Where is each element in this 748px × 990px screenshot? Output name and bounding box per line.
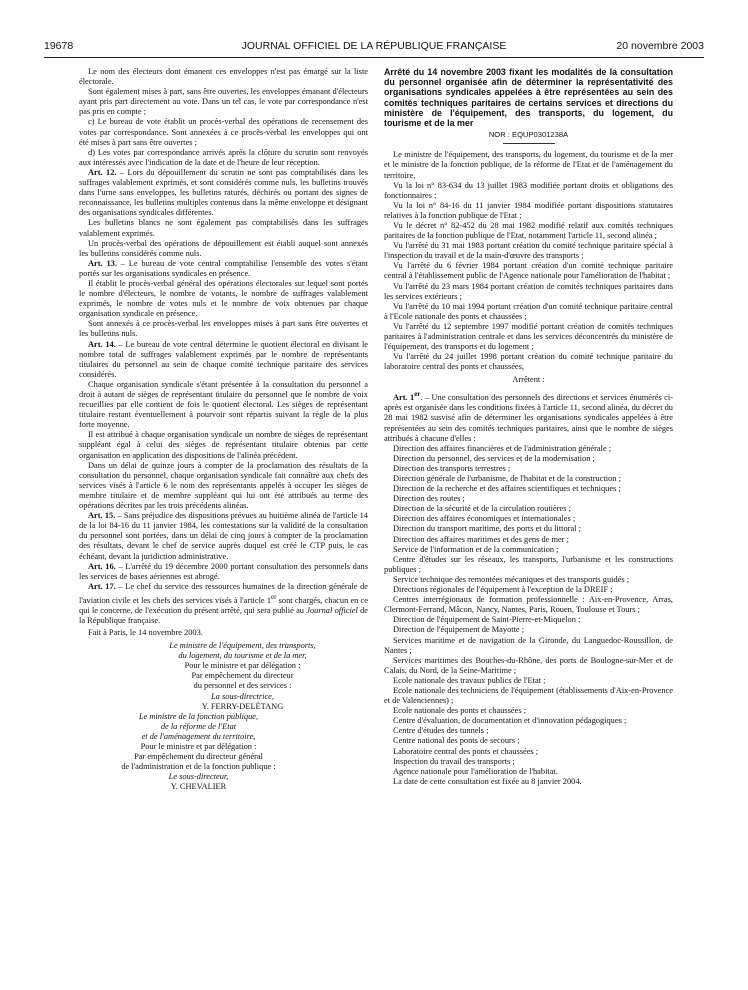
paragraph: Dans un délai de quinze jours à compter de la proclamation des résultats de la consultation du personnel, chaque organisation syndicale fait connaître aux chefs des services visés à l'article 6 le nom des représentants appelés à occuper les sièges de membre titulaire et de membre suppléant qui lui ont été attribués au terme des opérations décrites par les trois précédents alinéas. (79, 460, 368, 511)
arretent-heading: Arrêtent : (512, 375, 545, 385)
paragraph: Il est attribué à chaque organisation syndicale un nombre de sièges de représentant suppléant égal à celui des sièges de représentant titulaire obtenus par cette organisation en application des dispositions de l'alinéa précédent. (79, 430, 368, 460)
service-list-item: Ecole nationale des travaux publics de l'Etat ; (393, 675, 546, 685)
paragraph: Les bulletins blancs ne sont également pas comptabilisés dans les suffrages valablement exprimés. (79, 218, 368, 238)
signature-line: La sous-directrice, (211, 691, 274, 701)
service-list-item: Centre d'études sur les réseaux, les transports, l'urbanisme et les constructions publiques ; (384, 554, 673, 574)
service-list-item: Agence nationale pour l'amélioration de l'habitat. (393, 766, 558, 776)
article-text: – Le bureau de vote central comptabilise l'ensemble des votes s'étant portés sur les organisations syndicales en présence. (79, 258, 368, 278)
signature-line: Le ministre de la fonction publique, (138, 711, 259, 721)
service-list-item: Direction générale de l'urbanisme, de l'habitat et de la construction ; (393, 474, 621, 484)
service-list-item: Direction de l'équipement de Mayotte ; (393, 625, 525, 635)
signature-line: de l'administration et de la fonction publique : (121, 762, 276, 772)
paragraph: Le ministre de l'équipement, des transports, du logement, du tourisme et de la mer et le ministre de la fonction publique, de la réforme de l'Etat et de l'aménagement du territoire, (384, 150, 673, 180)
service-list-item: Directions régionales de l'équipement à l'exception de la DREIF ; (393, 585, 613, 595)
article-label: Art. 14. (88, 339, 116, 349)
service-list-item: Centre national des ponts de secours ; (393, 736, 520, 746)
visa: Vu la loi n° 84-16 du 11 janvier 1984 modifiée portant dispositions statutaires relatives à la fonction publique de l'Etat ; (384, 200, 673, 220)
article-label: Art. 17. (88, 581, 116, 591)
title-divider (503, 143, 555, 144)
page-number: 19678 (44, 40, 74, 52)
article-label: Art. 16. (88, 561, 116, 571)
article-text: . – Une consultation des personnels des directions et services énumérés ci-après est organisée dans les conditions fixées à l'article 11, second alinéa, du décret du 28 mai 1982 susvisé afin de déterminer les organisations syndicales appelées à être représentées au sein des comités techniques paritaires, ainsi que le nombre de sièges attribués à chacune d'elles : (384, 393, 673, 443)
signature-line: Pour le ministre et par délégation : (184, 661, 301, 671)
signatory-name: Y. FERRY-DELÉTANG (201, 701, 284, 711)
superscript: er (271, 592, 277, 601)
signature-line: Le sous-directeur, (168, 772, 229, 782)
service-list-item: Direction des routes ; (393, 494, 465, 504)
article-13 (79, 259, 368, 279)
service-list-item: Direction du personnel, des services et de la modernisation ; (393, 453, 595, 463)
article-text: – Lors du dépouillement du scrutin ne sont pas comptabilisés dans les suffrages valablement exprimés, et sont considérés comme nuls, les bulletins trouvés dans l'urne sans enveloppes, les bulletins raturés, déchirés ou portant des signes de reconnaissance, les bulletins multiples contenus dans la même enveloppe et désignant des organisations syndicales différentes. (79, 167, 368, 218)
visa: Vu l'arrêté du 24 juillet 1998 portant création du comité technique paritaire du laboratoire central des ponts et chaussées, (384, 352, 673, 372)
service-list-item: Services maritimes des Bouches-du-Rhône, des ports de Boulogne-sur-Mer et de Calais, du Nord, de la Seine-Maritime ; (384, 655, 673, 675)
paragraph: Sont annexés à ce procès-verbal les enveloppes mises à part sans être ouvertes et les bulletins nuls. (79, 319, 368, 339)
signature-line: et de l'aménagement du territoire, (141, 731, 256, 741)
visa: Vu l'arrêté du 6 février 1984 portant création d'un comité technique paritaire central à l'établissement public de l'Agence nationale pour l'amélioration de l'habitat ; (384, 261, 673, 281)
service-list (384, 444, 673, 777)
service-list-item: Services maritime et de navigation de la Gironde, du Languedoc-Roussillon, de Nantes ; (384, 635, 673, 655)
service-list-item: Ecole nationale des ponts et chaussées ; (393, 706, 527, 716)
paragraph (79, 148, 368, 168)
article-16 (79, 562, 368, 582)
service-list-item: Ecole nationale des techniciens de l'équipement (établissements d'Aix-en-Provence et de Valenciennes) ; (384, 685, 673, 706)
service-list-item: Direction de la sécurité et de la circulation routières ; (393, 504, 571, 514)
service-list-item: Service de l'information et de la communication ; (393, 544, 559, 554)
signature-block-equipement (117, 641, 368, 712)
article-text: – Le bureau de vote central détermine le quotient électoral en divisant le nombre total de suffrages valablement exprimés par le nombre de représentants titulaires du personnel au sein de chaque comité technique paritaire des services considérés. (79, 339, 368, 379)
article-15 (79, 511, 368, 561)
paragraph: Chaque organisation syndicale s'étant présentée à la consultation du personnel a droit à autant de sièges de représentant titulaire du personnel que le nombre de voix recueillies par elle contient de fois le quotient électoral. Les sièges de représentant titulaire restant éventuellement à pourvoir sont répartis suivant la règle de la plus forte moyenne. (79, 379, 368, 430)
signature-line: Le ministre de l'équipement, des transports, (169, 641, 316, 651)
signature-block-fonction-publique (79, 712, 318, 793)
service-list-item: Direction des affaires financières et de l'administration générale ; (393, 443, 612, 453)
right-column (384, 67, 673, 787)
article-17 (79, 582, 368, 626)
article-text: de la République française. (79, 605, 368, 625)
service-list-item: Centre d'études des tunnels ; (393, 726, 489, 736)
article-text: – Sans préjudice des dispositions prévues au huitième alinéa de l'article 14 de la loi 84-16 du 11 janvier 1984, les contestations sur la validité de la consultation du personnel sont portées, dans un délai de cinq jours à compter de la proclamation des résultats, devant le chef de service auprès duquel est créé le CTP puis, le cas échéant, devant la juridiction administrative. (79, 511, 368, 561)
service-list-item: Direction de l'équipement de Saint-Pierre-et-Miquelon ; (393, 615, 581, 625)
article-text: sont chargés, chacun en ce qui le concerne, de l'exécution du présent arrêté, qui sera publié au (79, 595, 368, 615)
service-list-item: Inspection du travail des transports ; (393, 756, 515, 766)
service-list-item: Centre d'évaluation, de documentation et d'innovation pédagogiques ; (393, 716, 627, 726)
article-text: – L'arrêté du 19 décembre 2000 portant consultation des personnels dans les services de bases aériennes est abrogé. (79, 561, 368, 581)
service-list-item: Laboratoire central des ponts et chaussées ; (393, 746, 539, 756)
service-list-item: Direction du transport maritime, des ports et du littoral ; (393, 524, 581, 534)
visa: Vu l'arrêté du 31 mai 1983 portant création du comité technique paritaire spécial à l'inspection du travail et de la main-d'œuvre des transports ; (384, 241, 673, 261)
paragraph-text: c) Le bureau de vote établit un procès-verbal des opérations de recensement des votes par correspondance. Sont annexées à ce procès-verbal les enveloppes qui ont été mises à part sans être ouvertes ; (79, 117, 368, 147)
service-list-item: Service technique des remontées mécaniques et des transports guidés ; (393, 574, 630, 584)
signature-line: Par empêchement du directeur général (134, 752, 263, 762)
paragraph: Sont également mises à part, sans être ouvertes, les enveloppes émanant d'électeurs ayant pris part directement au vote. Dans un tel cas, le vote par correspondance n'est pas pris en compte ; (79, 87, 368, 117)
article-label: Art. 1 (393, 393, 415, 403)
article-1 (384, 389, 673, 443)
superscript: er (414, 390, 421, 399)
article-12 (79, 168, 368, 218)
service-list-item: Direction des transports terrestres ; (393, 463, 511, 473)
paragraph: Il établit le procès-verbal général des opérations électorales sur lequel sont portés le nombre d'électeurs, le nombre de votants, le nombre de suffrages valablement exprimés, le nombre de votes nuls et le nombre de voix obtenues par chaque organisation syndicale en présence. (79, 278, 368, 319)
article-label: Art. 12. (88, 167, 117, 177)
journal-reference: Journal officiel (306, 605, 358, 615)
visa: Vu l'arrêté du 12 septembre 1997 modifié portant création de comités techniques paritaires à l'administration centrale et dans les services déconcentrés du ministère de l'équipement, des transports et du logement ; (384, 321, 673, 352)
signature-line: Pour le ministre et par délégation : (140, 741, 257, 751)
nor-reference: NOR : EQUP0301238A (488, 130, 569, 140)
visa: Vu l'arrêté du 23 mars 1984 portant création de comités techniques paritaires dans les services extérieurs ; (384, 281, 673, 301)
journal-title: JOURNAL OFFICIEL DE LA RÉPUBLIQUE FRANÇAISE (241, 40, 507, 52)
signature-line: de la réforme de l'Etat (160, 721, 237, 731)
paragraph (79, 117, 368, 147)
page-header (44, 40, 704, 54)
consultation-date: La date de cette consultation est fixée au 8 janvier 2004. (393, 776, 582, 786)
visa: Vu l'arrêté du 10 mai 1994 portant création d'un comité technique paritaire central à l'Ecole nationale des ponts et chaussées ; (384, 301, 673, 321)
header-divider (44, 57, 704, 58)
signature-line: du personnel et des services : (193, 681, 292, 691)
decree-title: Arrêté du 14 novembre 2003 fixant les modalités de la consultation du personnel organisée afin de déterminer la représentativité des organisations syndicales appelées à être représentées au sein des comités techniques paritaires de certains services et directions du ministère de l'équipement, des transports, du logement, du tourisme et de la mer (384, 67, 673, 129)
service-list-item: Direction des affaires maritimes et des gens de mer ; (393, 534, 569, 544)
signature-line: Par empêchement du directeur (191, 671, 294, 681)
service-list-item: Centres interrégionaux de formation professionnelle : Aix-en-Provence, Arras, Clermont-Ferrand, Mâcon, Nancy, Nantes, Paris, Rouen, Toulouse et Tours ; (384, 595, 673, 615)
visa: Vu le décret n° 82-452 du 28 mai 1982 modifié relatif aux comités techniques paritaires de la fonction publique de l'Etat, notamment l'article 11, second alinéa ; (384, 220, 673, 241)
article-label: Art. 15. (88, 511, 116, 521)
issue-date: 20 novembre 2003 (616, 40, 704, 52)
paragraph: Le nom des électeurs dont émanent ces enveloppes n'est pas émargé sur la liste électorale. (79, 67, 368, 87)
article-label: Art. 13. (88, 258, 117, 268)
paragraph: Un procès-verbal des opérations de dépouillement est établi auquel sont annexés les bulletins considérés comme nuls. (79, 238, 368, 258)
signature-line: du logement, du tourisme et de la mer, (178, 651, 307, 661)
service-list-item: Direction de la recherche et des affaires scientifiques et techniques ; (393, 484, 621, 494)
visa: Vu la loi n° 83-634 du 13 juillet 1983 modifiée portant droits et obligations des fonctionnaires ; (384, 180, 673, 200)
signature-date: Fait à Paris, le 14 novembre 2003. (88, 627, 203, 637)
service-list-item: Direction des affaires économiques et internationales ; (393, 514, 576, 524)
left-column (79, 67, 368, 792)
article-text: – Le chef du service des ressources humaines de la direction générale de l'aviation civile et les chefs des services visés à l'article 1 (79, 581, 368, 605)
paragraph-text: d) Les votes par correspondance arrivés après la clôture du scrutin sont renvoyés aux intéressés avec l'indication de la date et de l'heure de leur réception. (79, 147, 368, 167)
signatory-name: Y. CHEVALIER (170, 782, 227, 792)
article-14 (79, 340, 368, 380)
